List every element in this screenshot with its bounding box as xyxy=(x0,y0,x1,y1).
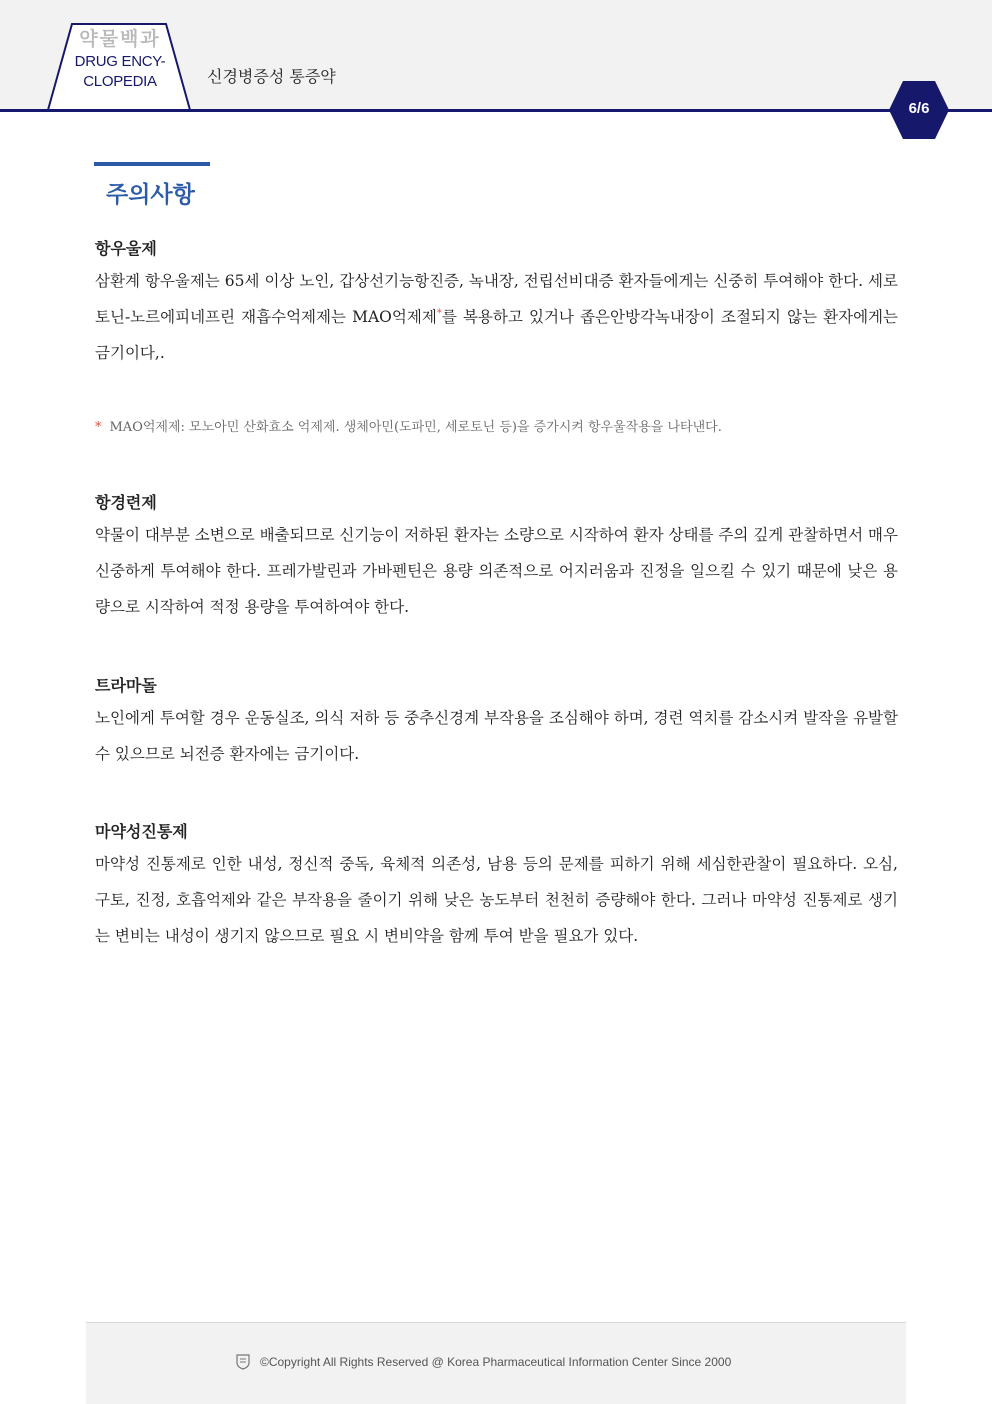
block-anticonvulsants xyxy=(95,490,898,625)
footer xyxy=(86,1322,906,1404)
logo-korean: 약물백과 xyxy=(79,28,161,50)
block-tramadol xyxy=(95,673,898,772)
header-divider xyxy=(0,109,992,112)
logo-english-line1: DRUG ENCY- xyxy=(74,53,166,70)
footnote xyxy=(95,416,722,435)
block-heading: 마약성진통제 xyxy=(95,822,188,841)
block-text xyxy=(95,263,898,371)
block-text-part1: 삼환계 항우울제는 65세 이상 노인, 갑상선기능항진증, 녹내장, 전립선비대증 환자들에게는 신중히 투여해야 한다. 세로토닌-노르에피네프린 재흡수억제제는 MAO억제제 xyxy=(95,272,898,326)
block-heading: 항우울제 xyxy=(95,239,157,258)
logo xyxy=(60,28,180,90)
footnote-star: * xyxy=(95,420,102,435)
footnote-marker: * xyxy=(436,307,442,319)
logo-english-line2: CLOPEDIA xyxy=(83,73,157,90)
section-title: 주의사항 xyxy=(106,182,195,208)
block-opioids xyxy=(95,819,898,954)
block-heading: 항경련제 xyxy=(95,493,157,512)
crest-icon xyxy=(236,1354,250,1370)
document-title: 신경병증성 통증약 xyxy=(207,67,336,86)
page-number: 6/6 xyxy=(908,100,930,117)
copyright-text: ©Copyright All Rights Reserved @ Korea Pharmaceutical Information Center Since 2000 xyxy=(260,1355,732,1369)
block-antidepressants xyxy=(95,236,898,371)
block-text: 마약성 진통제로 인한 내성, 정신적 중독, 육체적 의존성, 남용 등의 문제를 피하기 위해 세심한관찰이 필요하다. 오심, 구토, 진정, 호흡억제와 같은 부작용을 줄이기 위해 낮은 농도부터 천천히 증량해야 한다. 그러나 마약성 진통제로 생기는 변비는 내성이 생기지 않으므로 필요 시 변비약을 함께 투여 받을 필요가 있다. xyxy=(95,855,898,945)
block-text-part2: 를 복용하고 있거나 좁은안방각녹내장이 조절되지 않는 환자에게는 금기이다,. xyxy=(95,308,898,362)
section-accent-bar xyxy=(94,162,210,166)
block-heading: 트라마돌 xyxy=(95,676,157,695)
block-text: 노인에게 투여할 경우 운동실조, 의식 저하 등 중추신경계 부작용을 조심해야 하며, 경련 역치를 감소시켜 발작을 유발할 수 있으므로 뇌전증 환자에는 금기이다. xyxy=(95,709,898,763)
footnote-text: MAO억제제: 모노아민 산화효소 억제제. 생체아민(도파민, 세로토닌 등)을 증가시켜 항우울작용을 나타낸다. xyxy=(109,420,722,435)
block-text: 약물이 대부분 소변으로 배출되므로 신기능이 저하된 환자는 소량으로 시작하여 환자 상태를 주의 깊게 관찰하면서 매우 신중하게 투여해야 한다. 프레가발린과 가바펜틴은 용량 의존적으로 어지러움과 진정을 일으킬 수 있기 때문에 낮은 용량으로 시작하여 적정 용량을 투여하여야 한다. xyxy=(95,526,898,616)
